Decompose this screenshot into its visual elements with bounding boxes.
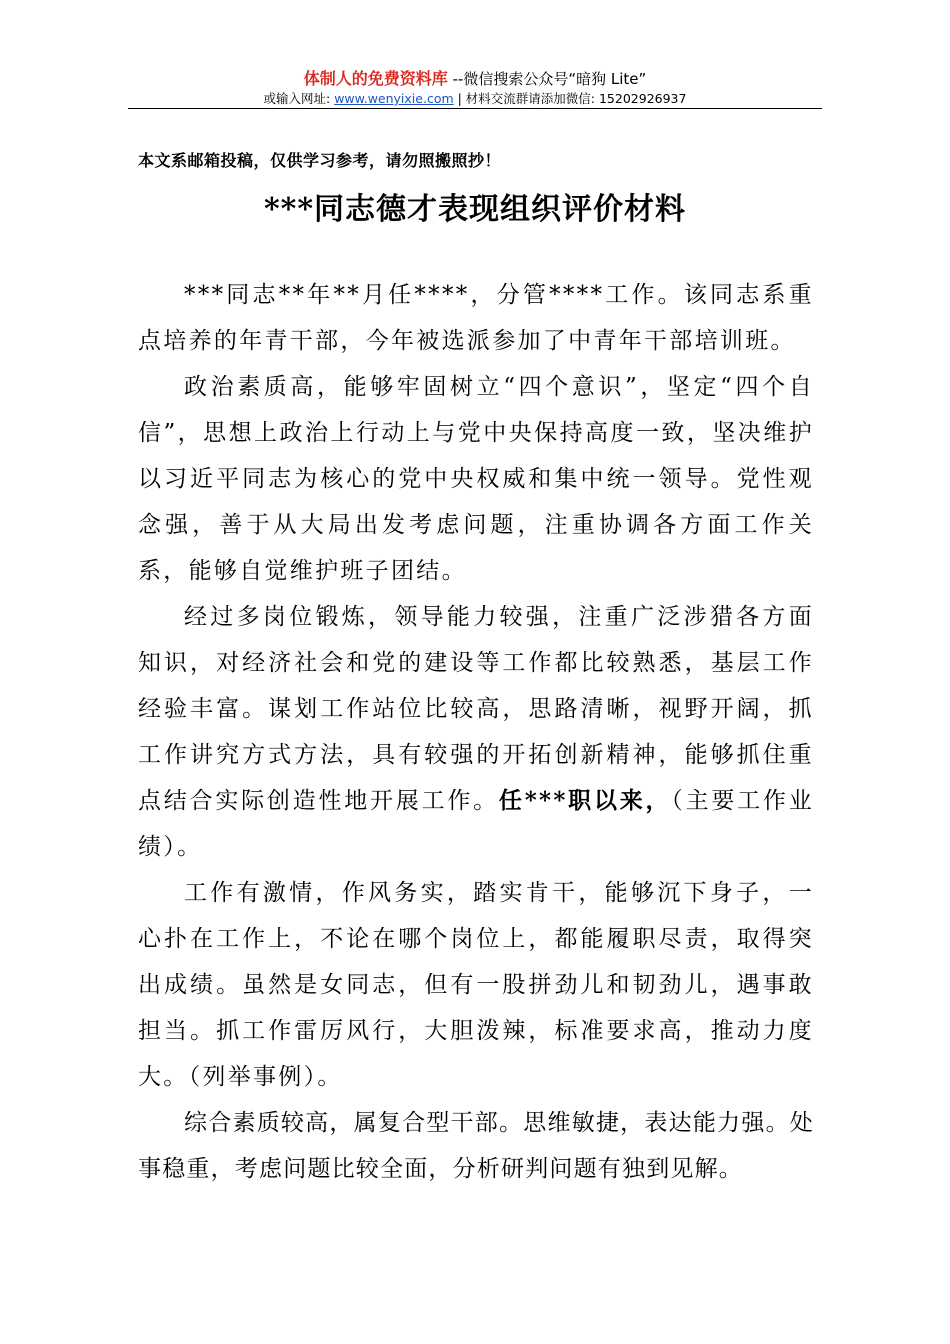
paragraph-1: ***同志**年**月任****，分管****工作。该同志系重点培养的年青干部，今年被选派参加了中青年干部培训班。 [138, 282, 814, 354]
document-body [138, 272, 814, 1192]
paragraph-2: 政治素质高，能够牢固树立“四个意识”，坚定“四个自信”，思想上政治上行动上与党中央保持高度一致，坚决维护以习近平同志为核心的党中央权威和集中统一领导。党性观念强，善于从大局出发考虑问题，注重协调各方面工作关系，能够自觉维护班子团结。 [138, 374, 814, 584]
paragraph-4: 工作有激情，作风务实，踏实肯干，能够沉下身子，一心扑在工作上，不论在哪个岗位上，都能履职尽责，取得突出成绩。虽然是女同志，但有一股拼劲儿和韧劲儿，遇事敢担当。抓工作雷厉风行，大胆泼辣，标准要求高，推动力度大。（列举事例）。 [138, 880, 814, 1090]
header-divider [128, 108, 822, 109]
document-title: ***同志德才表现组织评价材料 [263, 192, 687, 227]
paragraph-5: 综合素质较高，属复合型干部。思维敏捷，表达能力强。处事稳重，考虑问题比较全面，分析研判问题有独到见解。 [138, 1110, 814, 1182]
paragraph-3-tail: （主要工作业绩）。 [138, 788, 814, 860]
website-link[interactable]: www.wenyixie.com [334, 91, 454, 106]
header-tagline: --微信搜索公众号“暗狗 Lite” [447, 70, 647, 88]
header-line-1 [128, 68, 822, 90]
paragraph-3-bold: 任***职以来， [498, 787, 672, 814]
header-line-2 [128, 90, 822, 108]
paragraph-3-main: 经过多岗位锻炼，领导能力较强，注重广泛涉猎各方面知识，对经济社会和党的建设等工作都比较熟悉，基层工作经验丰富。谋划工作站位比较高，思路清晰，视野开阔，抓工作讲究方式方法，具有较强的开拓创新精神，能够抓住重点结合实际创造性地开展工作。 [138, 604, 814, 814]
page-header [128, 68, 822, 108]
submission-notice: 本文系邮箱投稿，仅供学习参考，请勿照搬照抄！ [138, 151, 502, 170]
website-prefix: 或输入网址: [263, 91, 335, 106]
contact-info: | 材料交流群请添加微信: 15202926937 [453, 91, 687, 106]
paragraph-3 [138, 594, 814, 870]
brand-name: 体制人的免费资料库 [303, 69, 448, 88]
